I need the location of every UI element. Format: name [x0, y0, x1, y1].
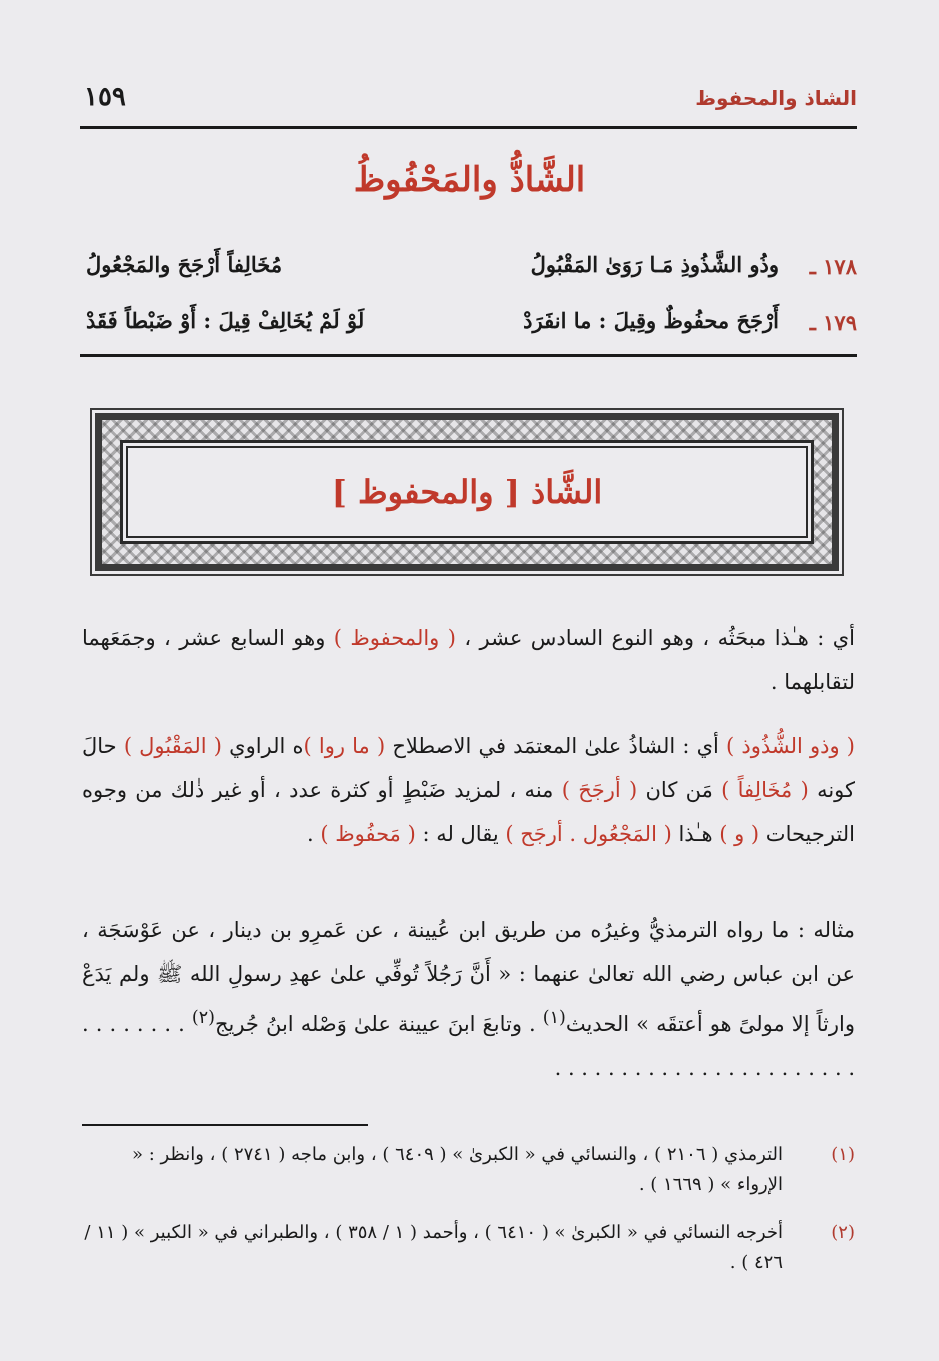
- running-header: [80, 82, 857, 129]
- verse-hemistich-1: وذُو الشَّذُوذِ مَـا رَوَىٰ المَقْبُولُ: [530, 252, 779, 277]
- footnote-2: [82, 1218, 855, 1278]
- footnote-text: الترمذي ( ٢١٠٦ ) ، والنسائي في « الكبرىٰ » ( ٦٤٠٩ ) ، وابن ماجه ( ٢٧٤١ ) ، وانظر : « الإرواء » ( ١٦٦٩ ) .: [132, 1144, 783, 1195]
- verse-179: [80, 304, 857, 344]
- footnote-text: أخرجه النسائي في « الكبرىٰ » ( ٦٤١٠ ) ، وأحمد ( ١ / ٣٥٨ ) ، والطبراني في « الكبير » ( ١١ / ٤٢٦ ) .: [84, 1222, 783, 1273]
- paragraph-text: أي : هـٰذا مبحَثُه ، وهو النوع السادس عشر ،: [455, 626, 855, 650]
- footnote-ref-2[interactable]: (٢): [191, 1008, 215, 1028]
- commentary-paragraph-2: [82, 724, 855, 856]
- paragraph-text: مَن كان: [637, 778, 722, 802]
- paragraph-text: منه ، لمزيد ضَبْطٍ أو كثرة عدد ، أو غير ذٰلك من وجوه الترجيحات: [82, 778, 855, 846]
- quoted-term: ( مَحفُوظ ): [320, 822, 416, 846]
- paragraph-text: وهو السابع عشر ، وجمَعَهما لتقابلهما .: [82, 626, 855, 694]
- ornamental-title-frame: [95, 413, 839, 571]
- quoted-term: ( مُخَالِفاً ): [721, 778, 809, 802]
- paragraph-text: حالَ كونه: [82, 734, 856, 802]
- paragraph-text: .: [306, 822, 321, 846]
- verse-hemistich-2: لَوْ لَمْ يُخَالِفْ قِيلَ : أَوْ ضَبْطاً فَقَدْ: [86, 308, 365, 333]
- footnote-divider: [82, 1124, 368, 1126]
- commentary-paragraph-3: [82, 908, 855, 1090]
- footnote-number: (١): [831, 1144, 855, 1165]
- quoted-term: ( ما روا ): [303, 734, 386, 758]
- paragraph-text: . وتابعَ ابنَ عيينة علىٰ وَصْله ابنُ جُريج: [214, 1012, 543, 1036]
- paragraph-text: مثاله : ما رواه الترمذيُّ وغيرُه من طريق ابن عُيينة ، عن عَمرِو بن دينار ، عن عَوْسَجَة ، عن ابن عباس رضي الله تعالىٰ عنهما : « أَنَّ رَجُلاً تُوفِّي علىٰ عهدِ رسولِ الله ﷺ ولم يَدَعْ وارثاً إلا مولىً هو أعتقَه » الحديث: [82, 918, 855, 1036]
- verse-divider: [80, 354, 857, 357]
- verse-hemistich-2: مُخَالِفاً أَرْجَحَ والمَجْعُولُ: [86, 252, 283, 277]
- title-frame-inner: [120, 440, 814, 544]
- verse-number: ١٧٨ ـ: [809, 254, 857, 279]
- quoted-term: ( و ): [719, 822, 760, 846]
- chapter-title: الشَّاذُّ والمَحْفُوظُ: [353, 160, 586, 200]
- footnote-1: [82, 1140, 855, 1200]
- section-title: الشَّاذ [ والمحفوظ ]: [331, 473, 603, 511]
- footnote-number: (٢): [831, 1222, 855, 1243]
- leader-dots: . . . . . . . . . . . . . . . . . . . . . . . . . . . . . . .: [82, 1012, 855, 1080]
- paragraph-text: أي : الشاذُ علىٰ المعتمَد في الاصطلاح: [385, 734, 727, 758]
- commentary-paragraph-1: [82, 616, 855, 704]
- quoted-term: ( المَجْعُول . أرجَح ): [505, 822, 672, 846]
- paragraph-text: يقال له :: [415, 822, 506, 846]
- paragraph-text: هـٰذا: [671, 822, 720, 846]
- running-title: الشاذ والمحفوظ: [695, 86, 857, 110]
- verse-hemistich-1: أَرْجَحَ محفُوظٌ وقِيلَ : ما انفَرَدْ: [523, 308, 779, 333]
- footnote-ref-1[interactable]: (١): [542, 1008, 566, 1028]
- quoted-term: ( وذو الشُّذُوذ ): [726, 734, 855, 758]
- page-number: ١٥٩: [84, 82, 126, 112]
- quoted-term: ( أرجَحَ ): [561, 778, 638, 802]
- verse-178: [80, 248, 857, 288]
- quoted-term: ( والمحفوظ ): [333, 626, 456, 650]
- paragraph-text: ه الراوي: [221, 734, 304, 758]
- quoted-term: ( المَقْبُول ): [123, 734, 222, 758]
- verse-number: ١٧٩ ـ: [809, 310, 857, 335]
